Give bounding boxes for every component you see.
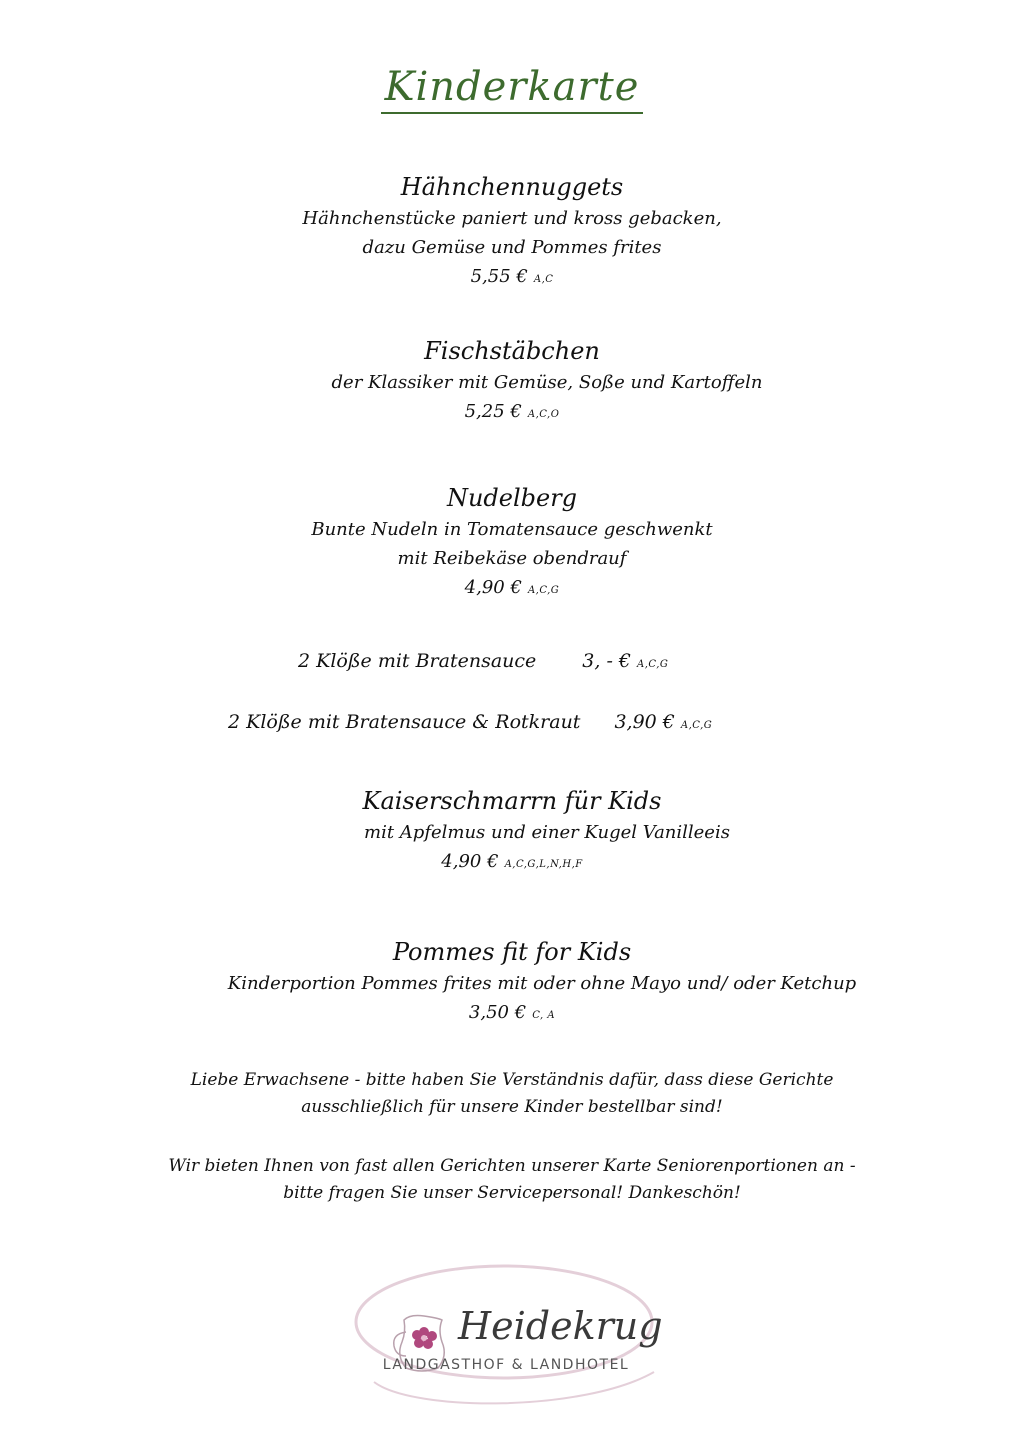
note-senior-portions bbox=[0, 1153, 1024, 1207]
note-line: Liebe Erwachsene - bitte haben Sie Verständnis dafür, dass diese Gerichte bbox=[190, 1070, 834, 1090]
dish-description: Bunte Nudeln in Tomatensauce geschwenkt bbox=[311, 519, 713, 540]
dish-price-line bbox=[0, 998, 1024, 1031]
page-title-text: Kinderkarte bbox=[381, 64, 644, 114]
note-line: ausschließlich für unsere Kinder bestellbar sind! bbox=[301, 1097, 723, 1117]
dish-price: 5,25 € bbox=[464, 401, 522, 422]
dish-description: mit Apfelmus und einer Kugel Vanilleeis bbox=[364, 822, 730, 843]
dish-name: Pommes fit for Kids bbox=[392, 938, 632, 966]
menu-item-fischstaebchen bbox=[0, 334, 1024, 430]
dish-name: Nudelberg bbox=[446, 484, 578, 512]
allergen-codes: A,C,G bbox=[680, 720, 713, 731]
dish-description: Kinderportion Pommes frites mit oder ohne Mayo und/ oder Ketchup bbox=[227, 973, 857, 994]
menu-item-pommes bbox=[0, 935, 1024, 1031]
page-title bbox=[0, 64, 1024, 110]
dish-name: Hähnchennuggets bbox=[400, 173, 624, 201]
dish-description: Hähnchenstücke paniert und kross gebacken, bbox=[302, 208, 722, 229]
note-line: Wir bieten Ihnen von fast allen Gerichten unserer Karte Seniorenportionen an - bbox=[168, 1156, 856, 1176]
dish-price-line bbox=[0, 262, 1024, 295]
side-name: 2 Klöße mit Bratensauce & Rotkraut bbox=[228, 711, 581, 733]
dish-price-line bbox=[0, 397, 1024, 430]
side-price: 3,90 € bbox=[614, 711, 675, 733]
menu-item-kaiserschmarrn bbox=[0, 784, 1024, 880]
allergen-codes: A,C,G,L,N,H,F bbox=[504, 859, 583, 870]
allergen-codes: A,C,G bbox=[527, 585, 560, 596]
side-name: 2 Klöße mit Bratensauce bbox=[298, 650, 537, 672]
side-price: 3, - € bbox=[582, 650, 631, 672]
dish-price: 3,50 € bbox=[468, 1002, 527, 1023]
menu-item-haehnchennuggets bbox=[0, 170, 1024, 295]
note-line: bitte fragen Sie unser Servicepersonal! Dankeschön! bbox=[283, 1183, 741, 1203]
side-item-kloesse bbox=[298, 650, 668, 672]
dish-name: Fischstäbchen bbox=[424, 337, 600, 365]
logo-subtitle: LANDGASTHOF & LANDHOTEL bbox=[382, 1357, 630, 1373]
dish-description: dazu Gemüse und Pommes frites bbox=[362, 237, 662, 258]
dish-price: 4,90 € bbox=[464, 577, 522, 598]
dish-description: mit Reibekäse obendrauf bbox=[397, 548, 627, 569]
dish-price-line bbox=[0, 847, 1024, 880]
dish-price: 4,90 € bbox=[441, 851, 499, 872]
dish-name: Kaiserschmarrn für Kids bbox=[362, 787, 662, 815]
side-item-kloesse-rotkraut bbox=[228, 711, 712, 733]
allergen-codes: C, A bbox=[532, 1010, 556, 1021]
flower-icon bbox=[412, 1327, 437, 1349]
allergen-codes: A,C,O bbox=[527, 409, 560, 420]
note-adults bbox=[0, 1067, 1024, 1121]
dish-price-line bbox=[0, 573, 1024, 606]
allergen-codes: A,C bbox=[533, 274, 554, 285]
logo-brand: Heidekrug bbox=[458, 1304, 663, 1348]
menu-item-nudelberg bbox=[0, 481, 1024, 606]
allergen-codes: A,C,G bbox=[637, 659, 669, 670]
dish-price: 5,55 € bbox=[470, 266, 528, 287]
dish-description: der Klassiker mit Gemüse, Soße und Kartoffeln bbox=[331, 372, 763, 393]
